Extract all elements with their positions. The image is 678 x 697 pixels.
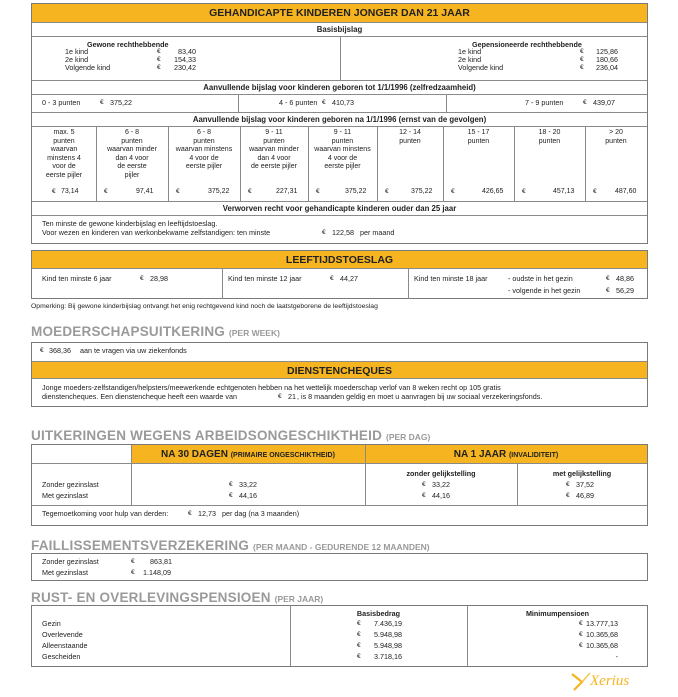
basis-left-label-1: 1e kind xyxy=(65,47,89,56)
basis-left-value-3: 230,42 xyxy=(174,63,196,72)
before1996-value-2: 410,73 xyxy=(332,98,354,107)
euro-sign: € xyxy=(131,558,135,565)
euro-sign: € xyxy=(229,481,233,488)
pension-basis-value: 7.436,19 xyxy=(374,619,402,628)
maternity-value: 368,36 xyxy=(49,346,71,355)
euro-sign: € xyxy=(522,188,526,195)
disability-v3-1: 37,52 xyxy=(576,480,594,489)
disability-v2-2: 44,16 xyxy=(432,491,450,500)
euro-sign: € xyxy=(330,275,334,282)
euro-sign: € xyxy=(188,510,192,517)
euro-sign: € xyxy=(104,188,108,195)
acquired-line-2: Voor wezen en kinderen van werkonbekwame zelfstandigen: ten minste xyxy=(42,228,271,237)
maternity-sub: (PER WEEK) xyxy=(228,328,280,338)
after1996-category-value: 97,41 xyxy=(136,188,154,195)
after1996-category-value: 426,65 xyxy=(482,188,504,195)
after1996-category-label: 15 - 17 punten xyxy=(467,129,490,145)
age-oldest-value: 48,86 xyxy=(616,274,634,283)
before1996-label-1: 0 - 3 punten xyxy=(42,98,81,107)
xerius-swoosh-icon xyxy=(570,670,592,692)
bankruptcy-title: FAILLISSEMENTSVERZEKERING (PER MAAND - GEDURENDE 12 MAANDEN) xyxy=(31,538,430,553)
acquired-value: 122,58 xyxy=(332,228,354,237)
basis-right-value-1: 125,86 xyxy=(596,47,618,56)
bankruptcy-value-2: 1.148,09 xyxy=(143,568,171,577)
euro-sign: € xyxy=(579,642,583,649)
disability-col-a: zonder gelijkstelling xyxy=(406,469,476,478)
pension-row-label: Gescheiden xyxy=(42,652,81,661)
euro-sign: € xyxy=(52,188,56,195)
cheques-title: DIENSTENCHEQUES xyxy=(32,361,647,379)
bankruptcy-label-1: Zonder gezinslast xyxy=(42,557,99,566)
disability-head-2: NA 1 JAAR (INVALIDITEIT) xyxy=(453,449,559,460)
pension-basis-value: 3.718,16 xyxy=(374,652,402,661)
before1996-value-1: 375,22 xyxy=(110,98,132,107)
before1996-heading: Aanvullende bijslag voor kinderen geboren tot 1/1/1996 (zelfredzaamheid) xyxy=(203,83,476,92)
after1996-category-value: 73,14 xyxy=(61,188,79,195)
euro-sign: € xyxy=(583,99,587,106)
after1996-category-label: 9 - 11 punten waarvan minstens 4 voor de eerste pijler xyxy=(314,129,371,171)
euro-sign: € xyxy=(229,492,233,499)
euro-sign: € xyxy=(580,48,584,55)
before1996-label-2: 4 - 6 punten xyxy=(279,98,318,107)
euro-sign: € xyxy=(357,620,361,627)
help-value: 12,73 xyxy=(198,509,216,518)
pension-min-value: 10.365,68 xyxy=(586,641,618,650)
after1996-category-label: > 20 punten xyxy=(605,129,627,145)
basis-left-head: Gewone rechthebbende xyxy=(87,40,169,49)
help-suffix: per dag (na 3 maanden) xyxy=(222,509,300,518)
euro-sign: € xyxy=(566,492,570,499)
age-label-1: Kind ten minste 6 jaar xyxy=(42,274,112,283)
bankruptcy-box xyxy=(31,553,648,581)
basis-heading: Basisbijslag xyxy=(316,25,363,34)
pension-row-label: Overlevende xyxy=(42,630,83,639)
basis-right-head: Gepensioneerde rechthebbende xyxy=(472,40,582,49)
disability-sub: (PER DAG) xyxy=(385,432,431,442)
cheques-line-2b: , is 8 maanden geldig en moet u aanvragen bij uw sociaal verzekeringsfonds. xyxy=(297,392,543,401)
maternity-title: MOEDERSCHAPSUITKERING (PER WEEK) xyxy=(31,324,280,339)
before1996-value-3: 439,07 xyxy=(593,98,615,107)
acquired-line-1: Ten minste de gewone kinderbijslag en leeftijdstoeslag. xyxy=(42,219,218,228)
after1996-category-value: 375,22 xyxy=(345,188,367,195)
before1996-label-3: 7 - 9 punten xyxy=(525,98,564,107)
euro-sign: € xyxy=(422,492,426,499)
disability-v1-2: 44,16 xyxy=(239,491,257,500)
euro-sign: € xyxy=(451,188,455,195)
pension-col-2: Minimumpensioen xyxy=(525,609,590,618)
cheques-line-2: dienstencheques. Een dienstencheque heeft een waarde van xyxy=(42,392,238,401)
age-next-value: 56,29 xyxy=(616,286,634,295)
after1996-category-label: 9 - 11 punten waarvan minder dan 4 voor de eerste pijler xyxy=(249,129,299,171)
pension-title: RUST- EN OVERLEVINGSPENSIOEN (PER JAAR) xyxy=(31,590,324,605)
after1996-category-label: 12 - 14 punten xyxy=(399,129,421,145)
after1996-category-value: 227,31 xyxy=(276,188,298,195)
euro-sign: € xyxy=(422,481,426,488)
euro-sign: € xyxy=(357,653,361,660)
age-supplement-title: LEEFTIJDSTOESLAG xyxy=(32,251,647,269)
basis-left-value-1: 83,40 xyxy=(178,47,196,56)
after1996-category-value: 375,22 xyxy=(208,188,230,195)
bankruptcy-label-2: Met gezinslast xyxy=(42,568,88,577)
xerius-logo-text: Xerius xyxy=(590,673,630,689)
after1996-heading: Aanvullende bijslag voor kinderen geboren na 1/1/1996 (ernst van de gevolgen) xyxy=(192,115,487,124)
after1996-category-value: 487,60 xyxy=(615,188,637,195)
age-oldest-label: - oudste in het gezin xyxy=(508,274,573,283)
disability-row-label-1: Zonder gezinslast xyxy=(42,480,99,489)
euro-sign: € xyxy=(316,188,320,195)
euro-sign: € xyxy=(100,99,104,106)
pension-sub: (PER JAAR) xyxy=(274,594,324,604)
euro-sign: € xyxy=(157,48,161,55)
pension-basis-value: 5.948,98 xyxy=(374,630,402,639)
basis-left-label-3: Volgende kind xyxy=(65,63,111,72)
after1996-category-value: 457,13 xyxy=(553,188,575,195)
basis-right-label-1: 1e kind xyxy=(458,47,482,56)
help-label: Tegemoetkoming voor hulp van derden: xyxy=(42,509,169,518)
acquired-suffix: per maand xyxy=(360,228,395,237)
euro-sign: € xyxy=(606,275,610,282)
pension-row-label: Gezin xyxy=(42,619,61,628)
euro-sign: € xyxy=(40,347,44,354)
after1996-category-label: 6 - 8 punten waarvan minder dan 4 voor de eerste pijler xyxy=(107,129,157,179)
disability-title: UITKERINGEN WEGENS ARBEIDSONGESCHIKTHEID (PER DAG) xyxy=(31,428,431,443)
disability-v1-1: 33,22 xyxy=(239,480,257,489)
euro-sign: € xyxy=(579,620,583,627)
after1996-category-value: 375,22 xyxy=(411,188,433,195)
pension-row-label: Alleenstaande xyxy=(42,641,88,650)
pension-min-value: - xyxy=(615,652,618,661)
euro-sign: € xyxy=(157,56,161,63)
euro-sign: € xyxy=(566,481,570,488)
acquired-heading: Verworven recht voor gehandicapte kinderen ouder dan 25 jaar xyxy=(222,204,457,213)
disabled-children-title: GEHANDICAPTE KINDEREN JONGER DAN 21 JAAR xyxy=(32,4,647,23)
age-label-3: Kind ten minste 18 jaar xyxy=(414,274,488,283)
euro-sign: € xyxy=(593,188,597,195)
euro-sign: € xyxy=(248,188,252,195)
after1996-category-label: 6 - 8 punten waarvan minstens 4 voor de eerste pijler xyxy=(175,129,233,171)
maternity-text: aan te vragen via uw ziekenfonds xyxy=(80,346,187,355)
basis-right-value-3: 236,04 xyxy=(596,63,618,72)
disability-v2-1: 33,22 xyxy=(432,480,450,489)
euro-sign: € xyxy=(176,188,180,195)
pension-col-1: Basisbedrag xyxy=(356,609,401,618)
basis-left-label-2: 2e kind xyxy=(65,55,89,64)
pension-min-value: 10.365,68 xyxy=(586,630,618,639)
age-note: Opmerking: Bij gewone kinderbijslag ontvangt het enig rechtgevend kind noch de laatstgeborene de leeftijdstoeslag xyxy=(31,303,378,310)
euro-sign: € xyxy=(357,642,361,649)
euro-sign: € xyxy=(385,188,389,195)
bankruptcy-value-1: 863,81 xyxy=(150,557,172,566)
disability-row-label-2: Met gezinslast xyxy=(42,491,88,500)
euro-sign: € xyxy=(580,64,584,71)
euro-sign: € xyxy=(606,287,610,294)
euro-sign: € xyxy=(357,631,361,638)
euro-sign: € xyxy=(322,229,326,236)
cheques-line-1: Jonge moeders-zelfstandigen/helpsters/meewerkende echtgenoten hebben na het wettelijk moederschap verlof van 8 weken recht op 105 gratis xyxy=(42,383,501,392)
basis-left-value-2: 154,33 xyxy=(174,55,196,64)
age-label-2: Kind ten minste 12 jaar xyxy=(228,274,302,283)
basis-right-label-2: 2e kind xyxy=(458,55,482,64)
euro-sign: € xyxy=(131,569,135,576)
disability-v3-2: 46,89 xyxy=(576,491,594,500)
bankruptcy-sub: (PER MAAND - GEDURENDE 12 MAANDEN) xyxy=(252,542,430,552)
pension-min-value: 13.777,13 xyxy=(586,619,618,628)
euro-sign: € xyxy=(140,275,144,282)
basis-right-value-2: 180,66 xyxy=(596,55,618,64)
xerius-logo xyxy=(570,669,650,693)
after1996-category-label: 18 - 20 punten xyxy=(538,129,561,145)
euro-sign: € xyxy=(278,393,282,400)
euro-sign: € xyxy=(580,56,584,63)
age-value-1: 28,98 xyxy=(150,274,168,283)
disability-col-b: met gelijkstelling xyxy=(552,469,612,478)
age-value-2: 44,27 xyxy=(340,274,358,283)
basis-right-label-3: Volgende kind xyxy=(458,63,504,72)
age-next-label: - volgende in het gezin xyxy=(508,286,581,295)
pension-basis-value: 5.948,98 xyxy=(374,641,402,650)
euro-sign: € xyxy=(322,99,326,106)
euro-sign: € xyxy=(579,631,583,638)
disability-head-1: NA 30 DAGEN (PRIMAIRE ONGESCHIKTHEID) xyxy=(161,449,335,460)
after1996-category-label: max. 5 punten waarvan minstens 4 voor de eerste pijler xyxy=(45,129,83,179)
euro-sign: € xyxy=(157,64,161,71)
cheques-value: 21 xyxy=(288,392,296,401)
